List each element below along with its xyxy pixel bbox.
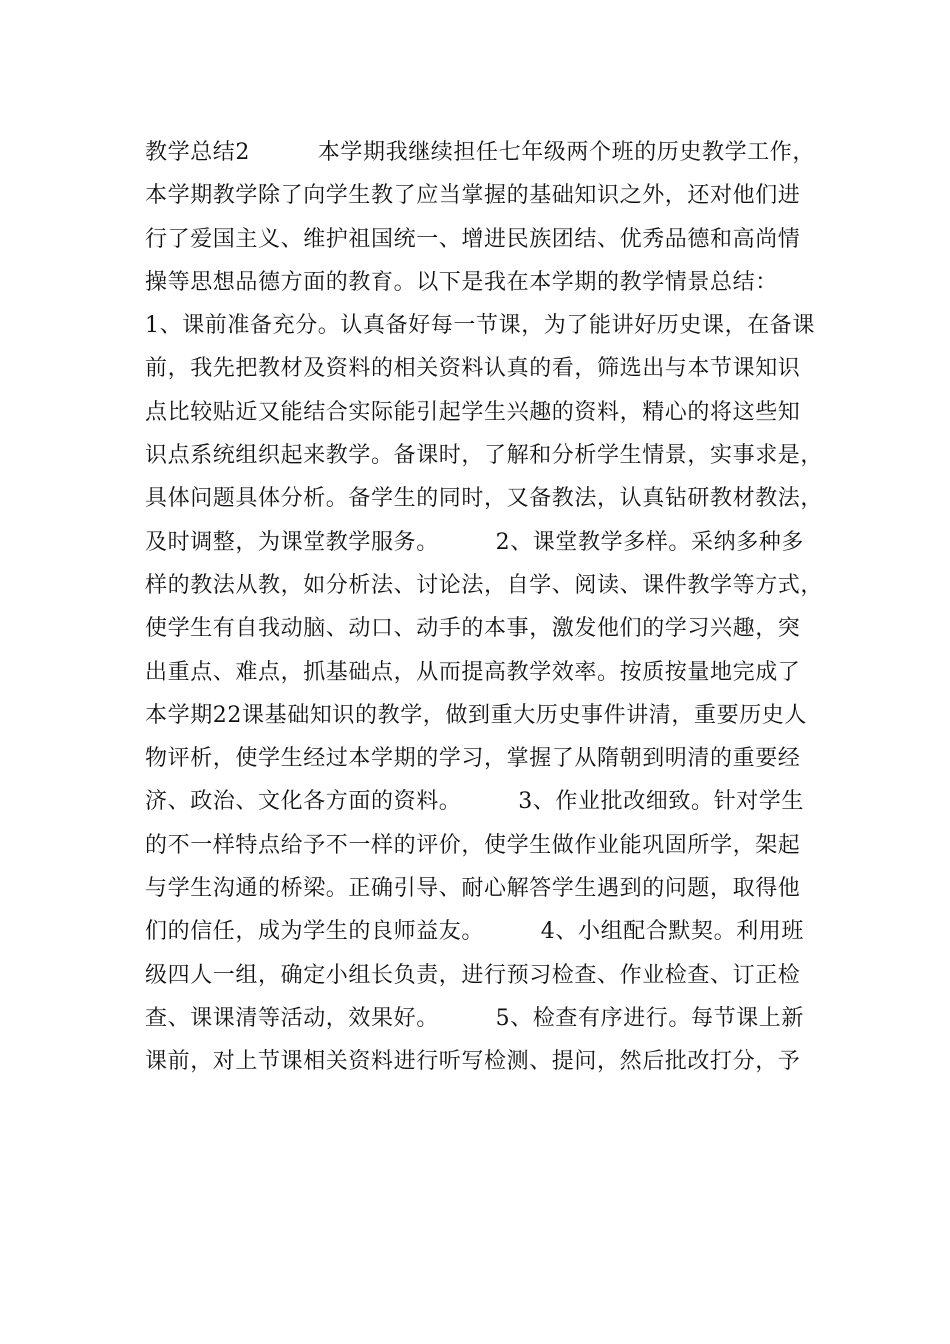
text-line: 级四人一组，确定小组长负责，进行预习检查、作业检查、订正检: [145, 962, 801, 988]
text-line: 及时调整，为课堂教学服务。 2、课堂教学多样。采纳多种多: [145, 529, 804, 555]
text-line: 出重点、难点，抓基础点，从而提高教学效率。按质按量地完成了: [145, 659, 801, 685]
text-line: 教学总结2 本学期我继续担任七年级两个班的历史教学工作，: [145, 140, 815, 165]
text-line: 济、政治、文化各方面的资料。 3、作业批改细致。针对学生: [145, 789, 804, 815]
body-text: [145, 131, 835, 1084]
text-line: 前，我先把教材及资料的相关资料认真的看，筛选出与本节课知识: [145, 356, 801, 382]
text-line: 使学生有自我动脑、动口、动手的本事，激发他们的学习兴趣，突: [145, 616, 801, 642]
text-line: 查、课课清等活动，效果好。 5、检查有序进行。每节课上新: [145, 1005, 804, 1031]
text-line: 操等思想品德方面的教育。以下是我在本学期的教学情景总结：: [145, 269, 778, 295]
text-line: 本学期22课基础知识的教学，做到重大历史事件讲清，重要历史人: [145, 702, 807, 728]
text-line: 物评析，使学生经过本学期的学习，掌握了从隋朝到明清的重要经: [145, 746, 801, 772]
text-line: 与学生沟通的桥梁。正确引导、耐心解答学生遇到的问题，取得他: [145, 876, 801, 902]
text-line: 行了爱国主义、维护祖国统一、增进民族团结、优秀品德和高尚情: [145, 226, 801, 252]
text-line: 具体问题具体分析。备学生的同时，又备教法，认真钻研教材教法，: [145, 486, 824, 512]
text-line: 识点系统组织起来教学。备课时，了解和分析学生情景，实事求是，: [145, 443, 824, 469]
text-line: 们的信任，成为学生的良师益友。 4、小组配合默契。利用班: [145, 919, 804, 945]
text-line: 点比较贴近又能结合实际能引起学生兴趣的资料，精心的将这些知: [145, 399, 801, 425]
text-line: 1、课前准备充分。认真备好每一节课，为了能讲好历史课，在备课: [145, 313, 815, 339]
text-line: 的不一样特点给予不一样的评价，使学生做作业能巩固所学，架起: [145, 832, 801, 858]
text-line: 本学期教学除了向学生教了应当掌握的基础知识之外，还对他们进: [145, 183, 801, 209]
text-line: 课前，对上节课相关资料进行听写检测、提问，然后批改打分，予: [145, 1049, 801, 1075]
text-line: 样的教法从教，如分析法、讨论法，自学、阅读、课件教学等方式，: [145, 572, 824, 598]
